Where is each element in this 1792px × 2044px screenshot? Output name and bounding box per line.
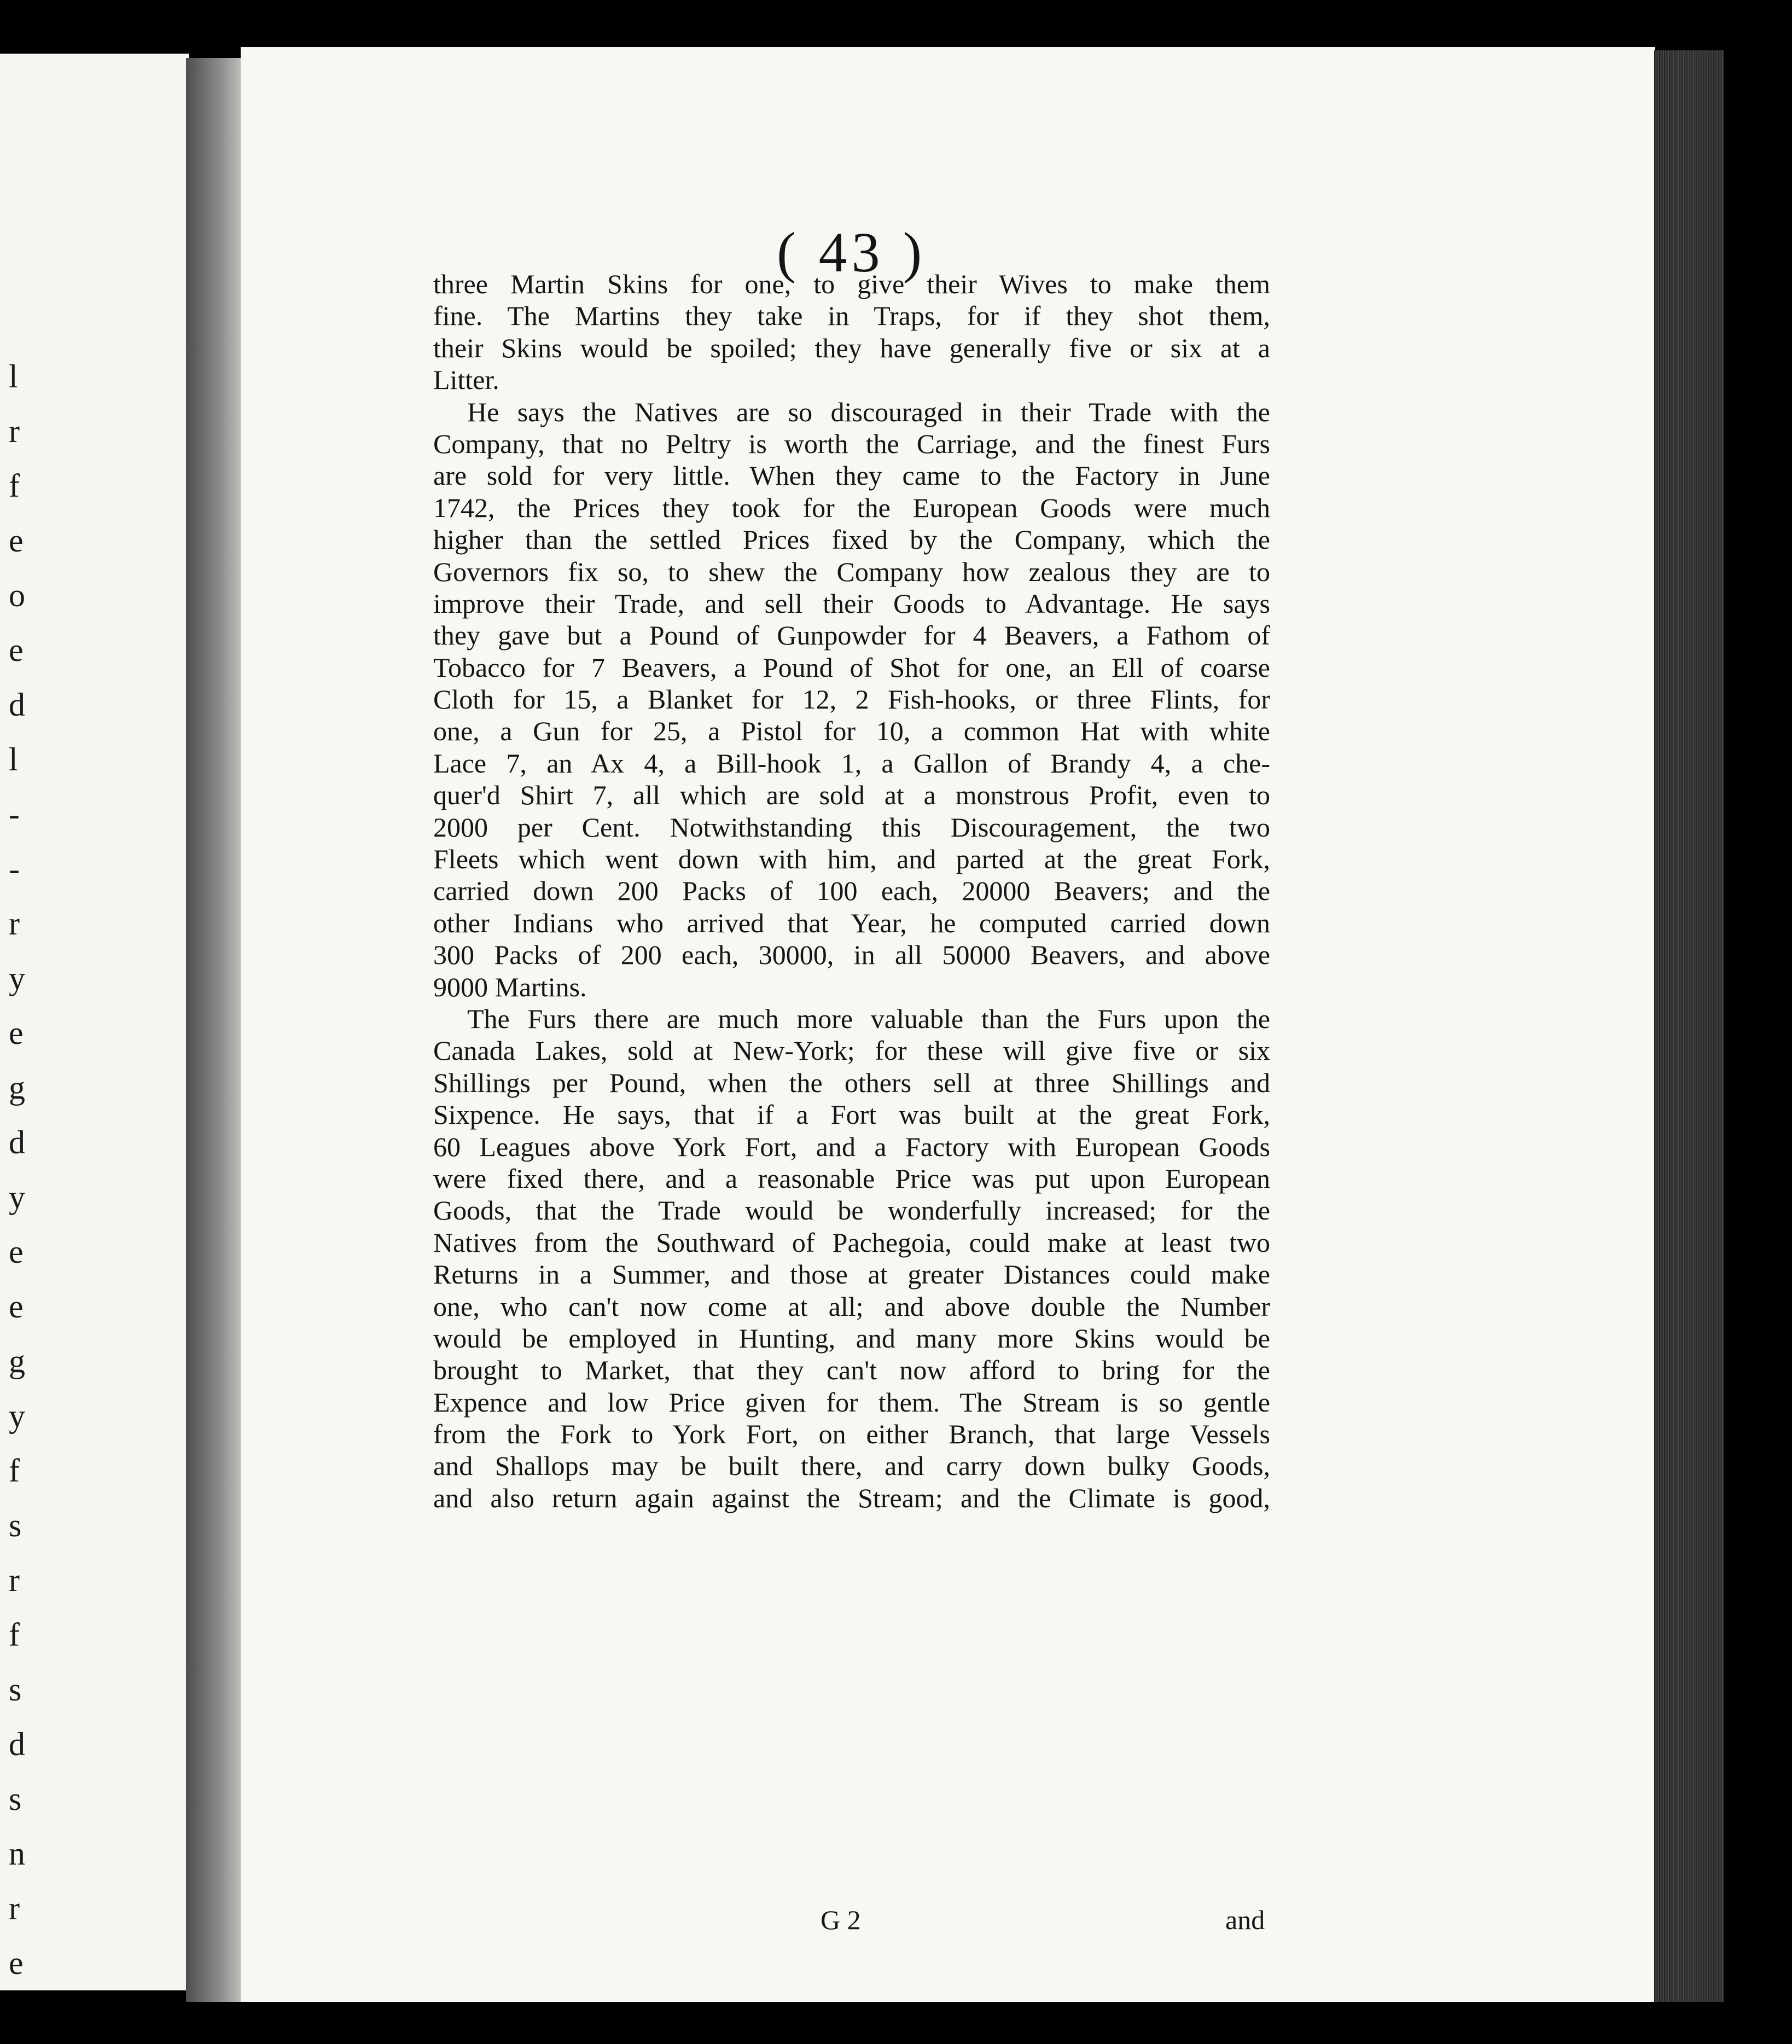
text-line: fine. The Martins they take in Traps, for if they shot them, xyxy=(433,300,1270,332)
text-line: one, a Gun for 25, a Pistol for 10, a common Hat with white xyxy=(433,716,1270,747)
margin-letter: f xyxy=(9,1617,20,1653)
text-line: and Shallops may be built there, and carry down bulky Goods, xyxy=(433,1450,1270,1482)
margin-letter: r xyxy=(9,1562,20,1598)
margin-letter: - xyxy=(9,851,20,887)
text-line: Returns in a Summer, and those at greater Distances could make xyxy=(433,1259,1270,1290)
margin-letter: e xyxy=(9,1945,24,1981)
text-line: they gave but a Pound of Gunpowder for 4 Beavers, a Fathom of xyxy=(433,620,1270,651)
text-line: Litter. xyxy=(433,364,499,396)
text-line: 9000 Martins. xyxy=(433,971,587,1002)
text-line: Lace 7, an Ax 4, a Bill-hook 1, a Gallon of Brandy 4, a che- xyxy=(433,747,1270,779)
margin-letter: e xyxy=(9,1234,24,1270)
margin-letter: s xyxy=(9,1781,22,1817)
margin-letter: f xyxy=(9,1453,20,1489)
margin-letter: g xyxy=(9,1070,25,1106)
margin-letter: g xyxy=(9,1343,25,1379)
margin-letter: s xyxy=(9,1671,22,1708)
margin-letter: n xyxy=(9,1836,25,1872)
facing-page-edge xyxy=(0,54,189,1990)
margin-letter: e xyxy=(9,632,24,668)
text-line: their Skins would be spoiled; they have generally five or six at a xyxy=(433,332,1270,363)
text-line: Company, that no Peltry is worth the Carriage, and the finest Furs xyxy=(433,428,1270,459)
text-line: carried down 200 Packs of 100 each, 20000 Beavers; and the xyxy=(433,875,1270,907)
margin-letter: d xyxy=(9,1726,25,1762)
body-text xyxy=(433,268,1270,1514)
margin-letter: e xyxy=(9,1015,24,1051)
text-line: The Furs there are much more valuable than the Furs upon the xyxy=(467,1003,1270,1034)
text-line: 1742, the Prices they took for the European Goods were much xyxy=(433,492,1270,523)
text-line: were fixed there, and a reasonable Price was put upon European xyxy=(433,1163,1270,1194)
text-line: Sixpence. He says, that if a Fort was built at the great Fork, xyxy=(433,1099,1270,1130)
text-line: and also return again against the Stream; and the Climate is good, xyxy=(433,1482,1270,1513)
text-line: Natives from the Southward of Pachegoia, could make at least two xyxy=(433,1227,1270,1258)
margin-letter: o xyxy=(9,577,25,613)
margin-letter: l xyxy=(9,741,18,777)
margin-letter: e xyxy=(9,522,24,559)
printer-signature-mark: G 2 xyxy=(821,1904,861,1935)
text-line: 300 Packs of 200 each, 30000, in all 50000 Beavers, and above xyxy=(433,939,1270,971)
text-line: Governors fix so, to shew the Company how zealous they are to xyxy=(433,556,1270,587)
text-line: 2000 per Cent. Notwithstanding this Discouragement, the two xyxy=(433,811,1270,843)
page-number: ( 43 ) xyxy=(777,221,927,284)
text-line: Tobacco for 7 Beavers, a Pound of Shot for one, an Ell of coarse xyxy=(433,652,1270,683)
text-line: other Indians who arrived that Year, he computed carried down xyxy=(433,907,1270,938)
text-line: brought to Market, that they can't now afford to bring for the xyxy=(433,1355,1270,1386)
text-line: Cloth for 15, a Blanket for 12, 2 Fish-hooks, or three Flints, for xyxy=(433,684,1270,715)
text-line: improve their Trade, and sell their Goods to Advantage. He says xyxy=(433,588,1270,619)
text-line: quer'd Shirt 7, all which are sold at a monstrous Profit, even to xyxy=(433,780,1270,811)
catchword: and xyxy=(1225,1904,1265,1935)
margin-letter: f xyxy=(9,468,20,504)
page-gutter-shadow xyxy=(186,58,246,2002)
text-line: Shillings per Pound, when the others sell at three Shillings and xyxy=(433,1067,1270,1098)
text-line: He says the Natives are so discouraged in their Trade with the xyxy=(467,396,1270,427)
text-line: would be employed in Hunting, and many more Skins would be xyxy=(433,1322,1270,1354)
text-line: Canada Lakes, sold at New-York; for these will give five or six xyxy=(433,1035,1270,1066)
margin-letter: d xyxy=(9,687,25,723)
margin-letter: y xyxy=(9,1398,25,1434)
margin-letter: r xyxy=(9,413,20,449)
text-line: three Martin Skins for one, to give their Wives to make them xyxy=(433,269,1270,299)
text-line: one, who can't now come at all; and above double the Number xyxy=(433,1291,1270,1322)
text-line: Expence and low Price given for them. The Stream is so gentle xyxy=(433,1386,1270,1418)
margin-letter: r xyxy=(9,1890,20,1926)
margin-letter: s xyxy=(9,1507,22,1543)
text-line: 60 Leagues above York Fort, and a Factory with European Goods xyxy=(433,1131,1270,1162)
page-fore-edge xyxy=(1654,50,1724,2002)
margin-letter: d xyxy=(9,1124,25,1160)
margin-letter: e xyxy=(9,1288,24,1325)
text-line: higher than the settled Prices fixed by the Company, which the xyxy=(433,524,1270,555)
margin-letter: l xyxy=(9,358,18,394)
margin-letter: y xyxy=(9,1179,25,1215)
text-line: Goods, that the Trade would be wonderfully increased; for the xyxy=(433,1195,1270,1226)
text-line: Fleets which went down with him, and parted at the great Fork, xyxy=(433,844,1270,875)
text-line: are sold for very little. When they came to the Factory in June xyxy=(433,460,1270,491)
text-line: from the Fork to York Fort, on either Branch, that large Vessels xyxy=(433,1419,1270,1450)
margin-letter: r xyxy=(9,905,20,942)
margin-letter: - xyxy=(9,796,20,832)
margin-letter: y xyxy=(9,960,25,996)
